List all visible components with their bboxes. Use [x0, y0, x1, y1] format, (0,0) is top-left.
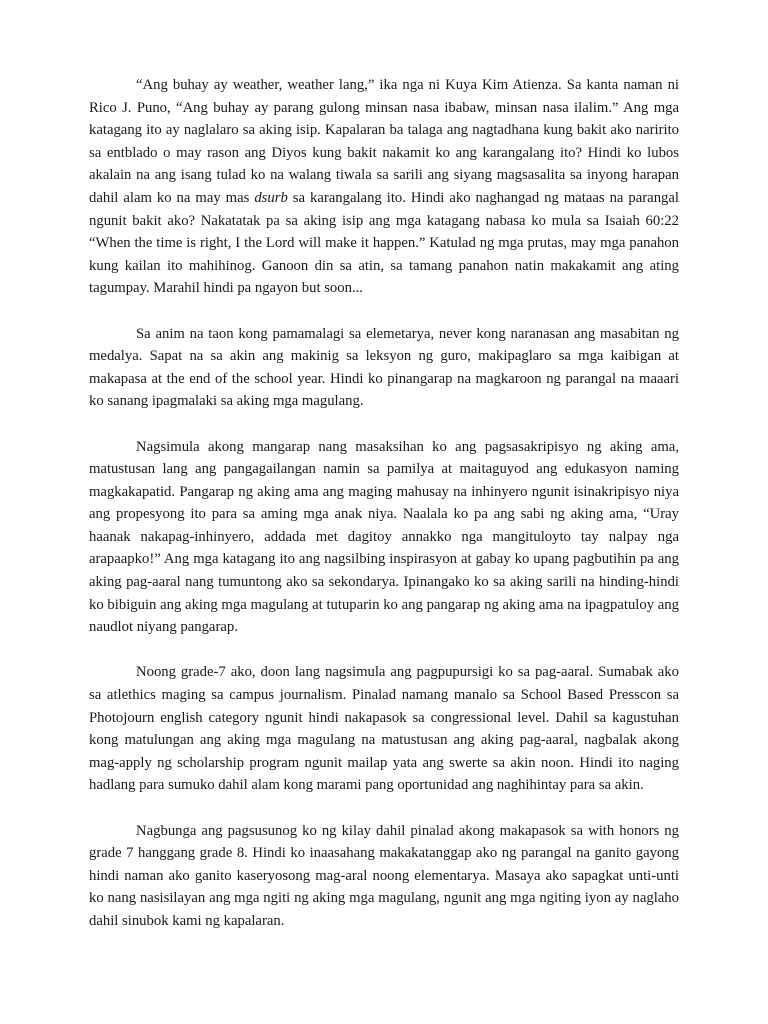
paragraph-5: [89, 820, 679, 933]
paragraph-4: [89, 661, 679, 797]
paragraph-text: Nagsimula akong mangarap nang masaksihan ko ang pagsasakripisyo ng aking ama, matustusan lang ang pangagailangan namin sa pamilya at maitaguyod ang edukasyon naming magkakapatid. Pangarap ng aking ama ang maging mahusay na inhinyero ngunit isinakripisyo niya ang propesyong ito para sa aming mga anak niya. Naalala ko pa ang sabi ng aking ama, “Uray haanak nakapag-inhinyero, addada met dagitoy annakko nga mangituloyto tay nalpay nga arapaapko!” Ang mga katagang ito ang nagsilbing inspirasyon at gabay ko upang pagbutihin pa ang aking pag-aaral nang tumuntong ako sa sekondarya. Ipinangako ko sa aking sarili na hinding-hindi ko bibiguin ang aking mga magulang at tutuparin ko ang pangarap ng aking ama na ipagpatuloy ang naudlot niyang pangarap.: [89, 438, 679, 636]
paragraph-text: “Ang buhay ay weather, weather lang,” ika nga ni Kuya Kim Atienza. Sa kanta naman ni Rico J. Puno, “Ang buhay ay parang gulong minsan nasa ibabaw, minsan nasa ilalim.” Ang mga katagang ito ay naglalaro sa aking isip. Kapalaran ba talaga ang nagtadhana kung bakit ako naririto sa entblado o may rason ang Diyos kung bakit nakamit ko ang karangalang ito? Hindi ko lubos akalain na ang isang tulad ko na walang tiwala sa sarili ang siyang magsasalita sa inyong harapan dahil alam ko na may mas: [89, 77, 679, 206]
paragraph-1: [89, 74, 679, 300]
paragraph-2: [89, 323, 679, 413]
paragraph-text: sa karangalang ito. Hindi ako naghangad ng mataas na parangal ngunit bakit ako? Nakatatak pa sa aking isip ang mga katagang nabasa ko mula sa Isaiah 60:22 “When the time is right, I the Lord will make it happen.” Katulad ng mga prutas, may mga panahon kung kailan ito mahihinog. Ganoon din sa atin, sa tamang panahon natin makakamit ang ating tagumpay. Marahil hindi pa ngayon but soon...: [89, 189, 679, 297]
paragraph-text: Noong grade-7 ako, doon lang nagsimula ang pagpupursigi ko sa pag-aaral. Sumabak ako sa atlethics maging sa campus journalism. Pinalad namang manalo sa School Based Presscon sa Photojourn english category ngunit hindi nakapasok sa congressional level. Dahil sa kagustuhan kong matulungan ang aking mga magulang na matustusan ang aking pag-aaral, nagbalak akong mag-apply ng scholarship program ngunit mailap yata ang swerte sa akin noon. Hindi ito naging hadlang para sumuko dahil alam kong marami pang oportunidad ang naghihintay para sa akin.: [89, 664, 679, 794]
paragraph-text: Sa anim na taon kong pamamalagi sa elemetarya, never kong naranasan ang masabitan ng medalya. Sapat na sa akin ang makinig sa leksyon ng guro, makipaglaro sa mga kaibigan at makapasa at the end of the school year. Hindi ko pinangarap na magkaroon ng parangal na maaari ko sanang ipagmalaki sa aking mga magulang.: [89, 325, 679, 410]
paragraph-3: [89, 436, 679, 639]
document-body: [89, 74, 679, 933]
paragraph-text: Nagbunga ang pagsusunog ko ng kilay dahil pinalad akong makapasok sa with honors ng grade 7 hanggang grade 8. Hindi ko inaasahang makakatanggap ako ng parangal na ganito gayong hindi naman ako ganito kaseryosong mag-aral noong elementarya. Masaya ako sapagkat unti-unti ko nang nasisilayan ang mga ngiti ng aking mga magulang, ngunit ang mga ngiting iyon ay naglaho dahil sinubok kami ng kapalaran.: [89, 822, 679, 929]
emphasized-word: dsurb: [254, 189, 288, 206]
